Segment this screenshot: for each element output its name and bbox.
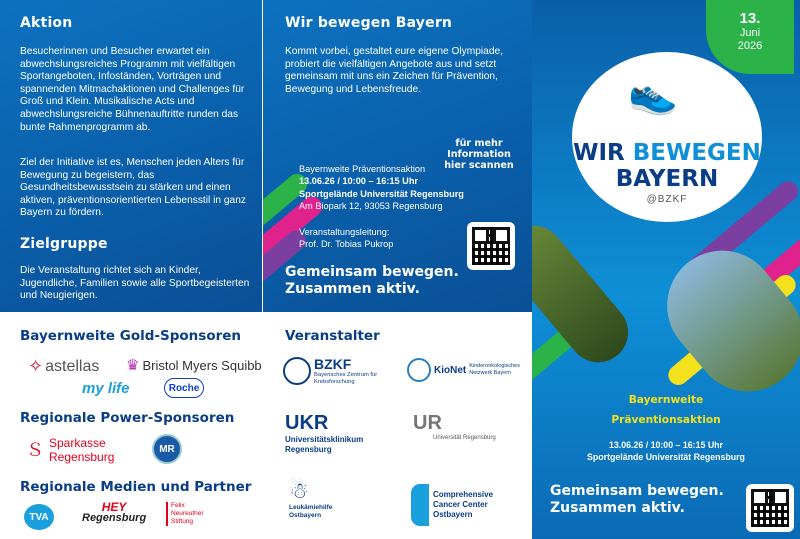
bzkf-logo bbox=[283, 356, 384, 386]
event-date: 13.06.26 / 10:00 – 16:15 Uhr bbox=[299, 176, 419, 187]
right-event-date: 13.06.26 / 10:00 – 16:15 Uhr bbox=[609, 440, 723, 450]
sparkasse-s-icon: Ｓ bbox=[26, 440, 44, 460]
mr-logo: MR bbox=[152, 434, 182, 464]
sparkasse-text bbox=[49, 436, 114, 464]
campaign-title bbox=[572, 140, 762, 192]
ur-sub: Universität Regensburg bbox=[433, 435, 496, 441]
felix-neureuther-logo bbox=[166, 502, 204, 526]
date-day: 13. bbox=[739, 10, 761, 27]
ccco-logo bbox=[411, 484, 493, 526]
qr-code-right[interactable] bbox=[746, 484, 794, 532]
roche-logo: Roche bbox=[164, 378, 204, 398]
ukr-sub: Universitätsklinikum Regensburg bbox=[285, 435, 364, 454]
ukr-logo bbox=[285, 412, 375, 455]
gold-sponsors-heading: Bayernweite Gold-Sponsoren bbox=[20, 328, 242, 344]
neureuther-line: Neureuther bbox=[171, 510, 204, 517]
date-year: 2026 bbox=[737, 40, 763, 52]
qr-code-middle[interactable] bbox=[467, 222, 515, 270]
aktion-heading: Aktion bbox=[20, 15, 73, 31]
event-label: Bayernweite Präventionsaktion bbox=[299, 164, 426, 174]
yellow-line-2: Präventionsaktion bbox=[611, 414, 721, 426]
hey-text: HEY bbox=[101, 500, 127, 514]
kionet-sub: Kinderonkologisches Netzwerk Bayern bbox=[469, 363, 520, 376]
middle-slogan bbox=[285, 264, 459, 298]
kionet-name: KioNet bbox=[434, 364, 467, 376]
bzkf-name: BZKF bbox=[314, 356, 352, 372]
bzkf-text bbox=[314, 356, 384, 386]
astellas-mark-icon: ✧ bbox=[28, 356, 44, 376]
qr-pattern-right bbox=[751, 489, 789, 527]
bms-logo bbox=[126, 356, 262, 374]
lead-name: Prof. Dr. Tobias Pukrop bbox=[299, 239, 394, 250]
title-word-2: BEWEGEN bbox=[632, 140, 761, 166]
scan-hint: für mehr Information hier scannen bbox=[444, 138, 514, 171]
felix-line: Felix bbox=[171, 502, 185, 509]
ur-logo bbox=[413, 412, 496, 441]
sparkasse-name: Sparkasse bbox=[49, 436, 106, 450]
ziel-text: Ziel der Initiative ist es, Menschen jeden Alters für Bewegung zu begeistern, das Gesundheitsbewusstsein zu stärken und einen aktiven, präventionsorientierten Lebensstil in ganz Bayern zu fördern. bbox=[20, 157, 246, 219]
wir-bewegen-text: Kommt vorbei, gestaltet eure eigene Olympiade, probiert die vielfältigen Angebote aus und setzt gemeinsam mit uns ein Zeichen für Prävention, Bewegung und Lebensfreude. bbox=[285, 46, 504, 95]
title-word-1: WIR bbox=[573, 140, 625, 166]
qr-pattern bbox=[472, 227, 510, 265]
leukaemiehilfe-logo bbox=[289, 478, 349, 520]
bms-text: Bristol Myers Squibb bbox=[142, 357, 262, 373]
stiftung-line: Stiftung bbox=[171, 518, 194, 525]
sparkasse-city: Regensburg bbox=[49, 450, 115, 464]
sparkasse-logo bbox=[26, 436, 114, 464]
leukaemiehilfe-text: Leukämiehilfe Ostbayern bbox=[289, 504, 333, 519]
title-word-3: BAYERN bbox=[615, 166, 719, 192]
bzkf-handle: @BZKF bbox=[646, 194, 688, 205]
leukaemiehilfe-figure-icon: ☃ bbox=[289, 478, 309, 503]
bms-mark-icon: ♛ bbox=[126, 357, 140, 374]
tva-logo: TVA bbox=[24, 504, 54, 530]
astellas-text: astellas bbox=[45, 357, 100, 375]
right-event-place: Sportgelände Universität Regensburg bbox=[587, 452, 745, 462]
lead-info bbox=[299, 226, 393, 251]
zielgruppe-text: Die Veranstaltung richtet sich an Kinder, Jugendliche, Familien sowie alle Sportbegeisterten und Neugierigen. bbox=[20, 265, 250, 302]
yellow-line-1: Bayernweite bbox=[628, 394, 704, 406]
zielgruppe-heading: Zielgruppe bbox=[20, 236, 108, 252]
slogan-line-2: Zusammen aktiv. bbox=[285, 281, 420, 297]
left-panel bbox=[0, 0, 262, 539]
ccco-text: Comprehensive Cancer Center Ostbayern bbox=[433, 490, 494, 519]
astellas-logo bbox=[28, 356, 99, 377]
veranstalter-heading: Veranstalter bbox=[285, 328, 380, 344]
event-info bbox=[299, 163, 464, 213]
kionet-logo bbox=[407, 358, 520, 382]
wir-bewegen-heading: Wir bewegen Bayern bbox=[285, 15, 453, 31]
event-place: Sportgelände Universität Regensburg bbox=[299, 188, 464, 199]
bzkf-circle-icon bbox=[283, 357, 311, 385]
ccco-mark-icon bbox=[411, 484, 429, 526]
right-slogan bbox=[550, 483, 724, 517]
right-panel bbox=[532, 0, 800, 539]
hey-logo bbox=[82, 502, 146, 524]
mylife-logo: my life bbox=[82, 380, 130, 397]
date-badge bbox=[706, 0, 794, 74]
slogan-line-1: Gemeinsam bewegen. bbox=[285, 264, 459, 280]
shoe-icon: 👟 bbox=[628, 72, 678, 116]
right-event-info bbox=[532, 439, 800, 463]
bzkf-sub: Bayerisches Zentrum für Krebsforschung bbox=[314, 372, 378, 385]
event-address: Am Biopark 12, 93053 Regensburg bbox=[299, 201, 443, 212]
ukr-name: UKR bbox=[285, 412, 329, 434]
hey-city: Regensburg bbox=[82, 512, 147, 524]
right-event-label bbox=[532, 390, 800, 430]
right-slogan-2: Zusammen aktiv. bbox=[550, 500, 685, 516]
media-partners-heading: Regionale Medien und Partner bbox=[20, 479, 252, 495]
middle-panel bbox=[262, 0, 532, 539]
date-month: Juni bbox=[739, 27, 761, 39]
power-sponsors-heading: Regionale Power-Sponsoren bbox=[20, 410, 235, 426]
lead-label: Veranstaltungsleitung: bbox=[299, 227, 390, 237]
aktion-text: Besucherinnen und Besucher erwartet ein abwechslungsreiches Programm mit vielfältigen Sportangeboten, Infoständen, Vorträgen und spannenden Mitmachaktionen und Challenges für Groß und Klein. Musikalische Acts und abwechslungsreiche Bühnenauftritte runden das bunte Rahmenprogramm ab. bbox=[20, 46, 245, 133]
ur-name: UR bbox=[413, 412, 442, 434]
right-slogan-1: Gemeinsam bewegen. bbox=[550, 483, 724, 499]
kionet-circle-icon bbox=[407, 358, 431, 382]
